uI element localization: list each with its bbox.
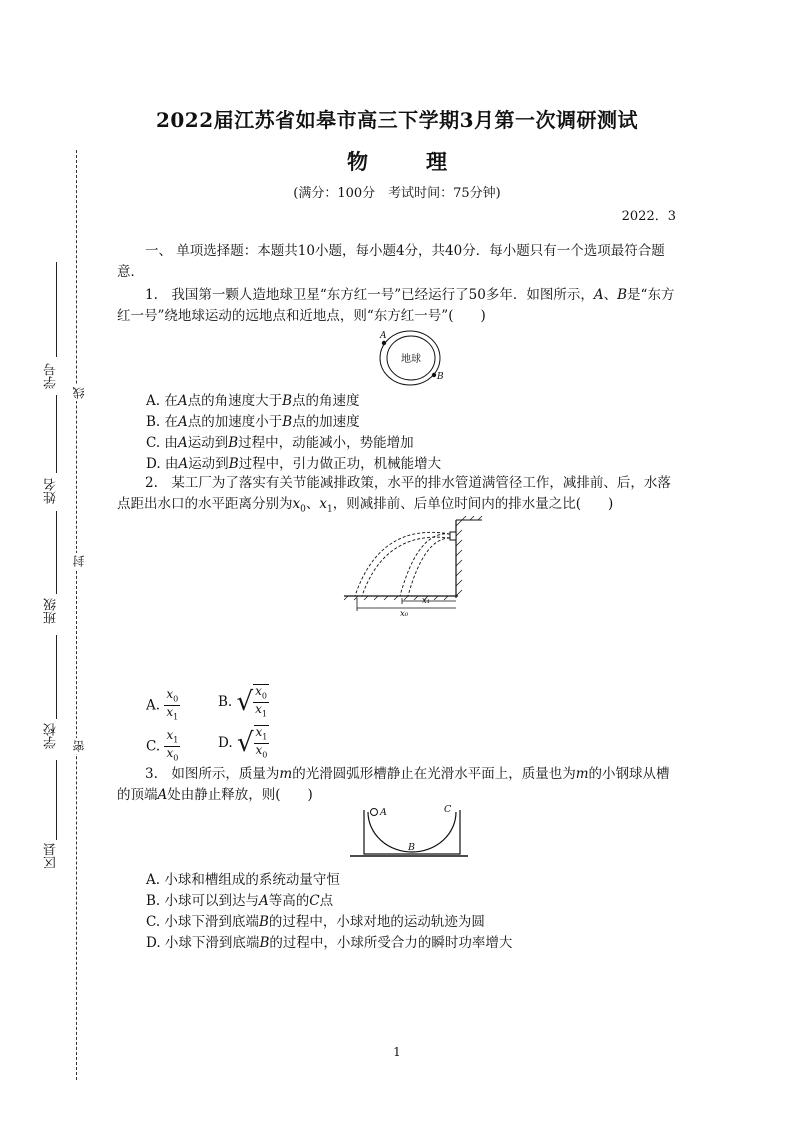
trajectory-before-2 (362, 537, 450, 596)
frac-sub: 0 (173, 753, 179, 763)
sqrt-x0-over-x1 (237, 684, 269, 721)
q1-stem-part: 是“东方红一号”绕地球运动的远地点和近地点，则“东方红一号”( ) (117, 287, 675, 324)
opt-var: A (178, 456, 189, 472)
frac-sub: 1 (262, 732, 268, 742)
frac-sub: 0 (173, 694, 179, 704)
subject-title (0, 146, 794, 176)
q3-option-a: A. 小球和槽组成的系统动量守恒 (146, 872, 340, 888)
q3-option-d (146, 931, 512, 951)
q2-option-d (218, 725, 269, 762)
opt-var: B (259, 935, 270, 951)
dim-x0-label: x₀ (400, 609, 409, 617)
radical-sign: √ (236, 728, 254, 759)
q3-var: m (279, 766, 293, 782)
frac-sub: 1 (173, 712, 179, 722)
point-a-label: A (380, 807, 387, 818)
binding-label-school: 学校 (44, 723, 59, 749)
q2-sub: 0 (300, 504, 306, 515)
q3-var: m (575, 766, 589, 782)
q3-stem-part: 的小钢球从槽的顶端 (117, 766, 670, 803)
opt-letter: D. (218, 734, 233, 751)
opt-var: B (282, 393, 293, 409)
opt-text: 过程中，动能减小，势能增加 (238, 435, 414, 451)
frac-var: x (166, 728, 174, 742)
opt-text: B. 在 (146, 414, 179, 430)
q1-orbit-figure (370, 328, 450, 388)
exam-title: 2022届江苏省如皋市高三下学期3月第一次调研测试 (155, 108, 639, 132)
point-b-label: B (408, 842, 415, 853)
frac-x1-over-x0 (164, 729, 180, 765)
opt-var: A (177, 435, 188, 451)
frac-sub: 1 (173, 735, 179, 745)
q3-var: A (157, 787, 168, 803)
trajectory-after (400, 534, 450, 596)
opt-text: C. 由 (146, 435, 178, 451)
binding-field-class (56, 511, 57, 594)
opt-var: B (258, 914, 269, 930)
frac-var: x (166, 746, 174, 761)
frac-var: x (255, 725, 263, 739)
binding-field-student-id (56, 262, 57, 357)
frac-var: x (166, 687, 174, 701)
q3-groove-figure (348, 800, 470, 862)
opt-text: 点的角速度 (292, 393, 360, 409)
q2-option-a (146, 688, 180, 724)
opt-var: B (228, 435, 239, 451)
q2-stem-part: 2. 某工厂为了落实有关节能减排政策，水平的排水管道满管径工作，减排前、后，水落点距出水口的水平距离分别为 (117, 475, 671, 512)
sqrt-x1-over-x0 (237, 725, 269, 762)
binding-label-district: 区县 (44, 843, 59, 869)
binding-label-student-id: 学号 (44, 363, 59, 389)
opt-var: A (178, 414, 188, 430)
opt-text: 点的加速度小于 (187, 414, 283, 430)
binding-mark-secret: 密 (72, 740, 86, 752)
point-a-label: A (380, 331, 387, 341)
q1-option-c (146, 431, 414, 451)
q2-sep: 、 (305, 496, 320, 512)
frac-var: x (166, 705, 174, 720)
q1-var-b: B (617, 287, 628, 303)
opt-text: 的过程中，小球所受合力的瞬时功率增大 (269, 935, 513, 951)
q3-stem-part: 3. 如图所示，质量为 (145, 766, 280, 782)
binding-label-name: 姓名 (44, 478, 59, 504)
earth-label: 地球 (401, 354, 421, 365)
wall-hatching (456, 520, 462, 596)
q2-var: x (319, 496, 327, 512)
q3-option-c (146, 910, 485, 930)
opt-var: A (177, 393, 188, 409)
point-b-label: B (437, 372, 444, 382)
q1-option-b (146, 410, 360, 430)
q1-option-a (146, 389, 360, 409)
opt-text: 点的加速度 (292, 414, 360, 430)
subject-char-1: 物 (347, 149, 368, 174)
question-1-stem (117, 285, 682, 327)
q2-stem-part: ，则减排前、后单位时间内的排水量之比( ) (332, 496, 614, 512)
frac-sub: 0 (262, 750, 268, 760)
opt-text: 点的角速度大于 (187, 393, 283, 409)
subject-char-2: 理 (426, 149, 447, 174)
opt-letter: C. (146, 738, 161, 755)
q1-sep: 、 (603, 287, 618, 303)
frac-x0-over-x1 (164, 688, 180, 724)
point-b-dot (432, 373, 436, 377)
pipe-outlet (450, 532, 456, 540)
q1-stem-part: 1. 我国第一颗人造地球卫星“东方红一号”已经运行了50多年．如图所示， (145, 287, 594, 303)
q2-var: x (292, 496, 301, 512)
q3-option-b (146, 889, 333, 909)
point-c-label: C (444, 804, 452, 815)
q3-stem-part: 的光滑圆弧形槽静止在光滑水平面上，质量也为 (292, 766, 576, 782)
opt-text: D. 由 (146, 456, 179, 472)
opt-text: D. 小球下滑到底端 (146, 935, 260, 951)
q1-option-d (146, 452, 441, 472)
pipe-top-hatch (462, 516, 482, 520)
opt-text: 的过程中，小球对地的运动轨迹为圆 (268, 914, 485, 930)
opt-text: B. 小球可以到达与 (146, 893, 260, 909)
trajectory-after-2 (408, 538, 450, 596)
q2-option-b (218, 684, 269, 721)
q3-stem-part: 处由静止释放，则( ) (167, 787, 313, 803)
binding-field-district (56, 760, 57, 840)
opt-text: 过程中，引力做正功，机械能增大 (238, 456, 442, 472)
opt-text: 等高的 (268, 893, 310, 909)
binding-field-name (56, 395, 57, 473)
frac-sub: 1 (261, 709, 267, 719)
q2-drainage-figure (340, 512, 485, 617)
section-heading: 一、 单项选择题：本题共10小题，每小题4分，共40分．每小题只有一个选项最符合题意． (117, 243, 665, 280)
opt-letter: B. (218, 693, 233, 710)
opt-var: C (309, 893, 320, 909)
opt-var: B (282, 414, 293, 430)
opt-text: 运动到 (187, 435, 229, 451)
opt-text: 运动到 (188, 456, 229, 472)
opt-letter: A. (146, 697, 161, 714)
opt-var: A (259, 893, 269, 909)
binding-dashed-line (76, 150, 77, 1080)
frac-var: x (255, 684, 262, 698)
page-number: 1 (393, 1045, 401, 1059)
frac-var: x (255, 702, 262, 717)
frac-var: x (255, 743, 263, 758)
opt-var: B (228, 456, 239, 472)
binding-field-school (56, 635, 57, 719)
q2-sub: 1 (326, 504, 333, 515)
opt-text: C. 小球下滑到底端 (146, 914, 259, 930)
frac-sub: 0 (261, 691, 267, 701)
exam-meta: (满分：100分 考试时间：75分钟) (293, 186, 501, 201)
opt-text: A. 在 (146, 393, 178, 409)
dim-x1-label: x₁ (422, 596, 431, 606)
opt-text: 点 (319, 893, 334, 909)
point-a-dot (382, 341, 386, 345)
binding-label-class: 班级 (44, 598, 59, 624)
binding-mark-line: 线 (72, 387, 86, 399)
exam-date: 2022．3 (621, 209, 676, 224)
q1-var-a: A (593, 287, 604, 303)
radical-sign: √ (236, 687, 254, 718)
steel-ball (371, 809, 378, 816)
q2-option-c (146, 729, 180, 765)
binding-mark-seal: 封 (72, 555, 86, 567)
